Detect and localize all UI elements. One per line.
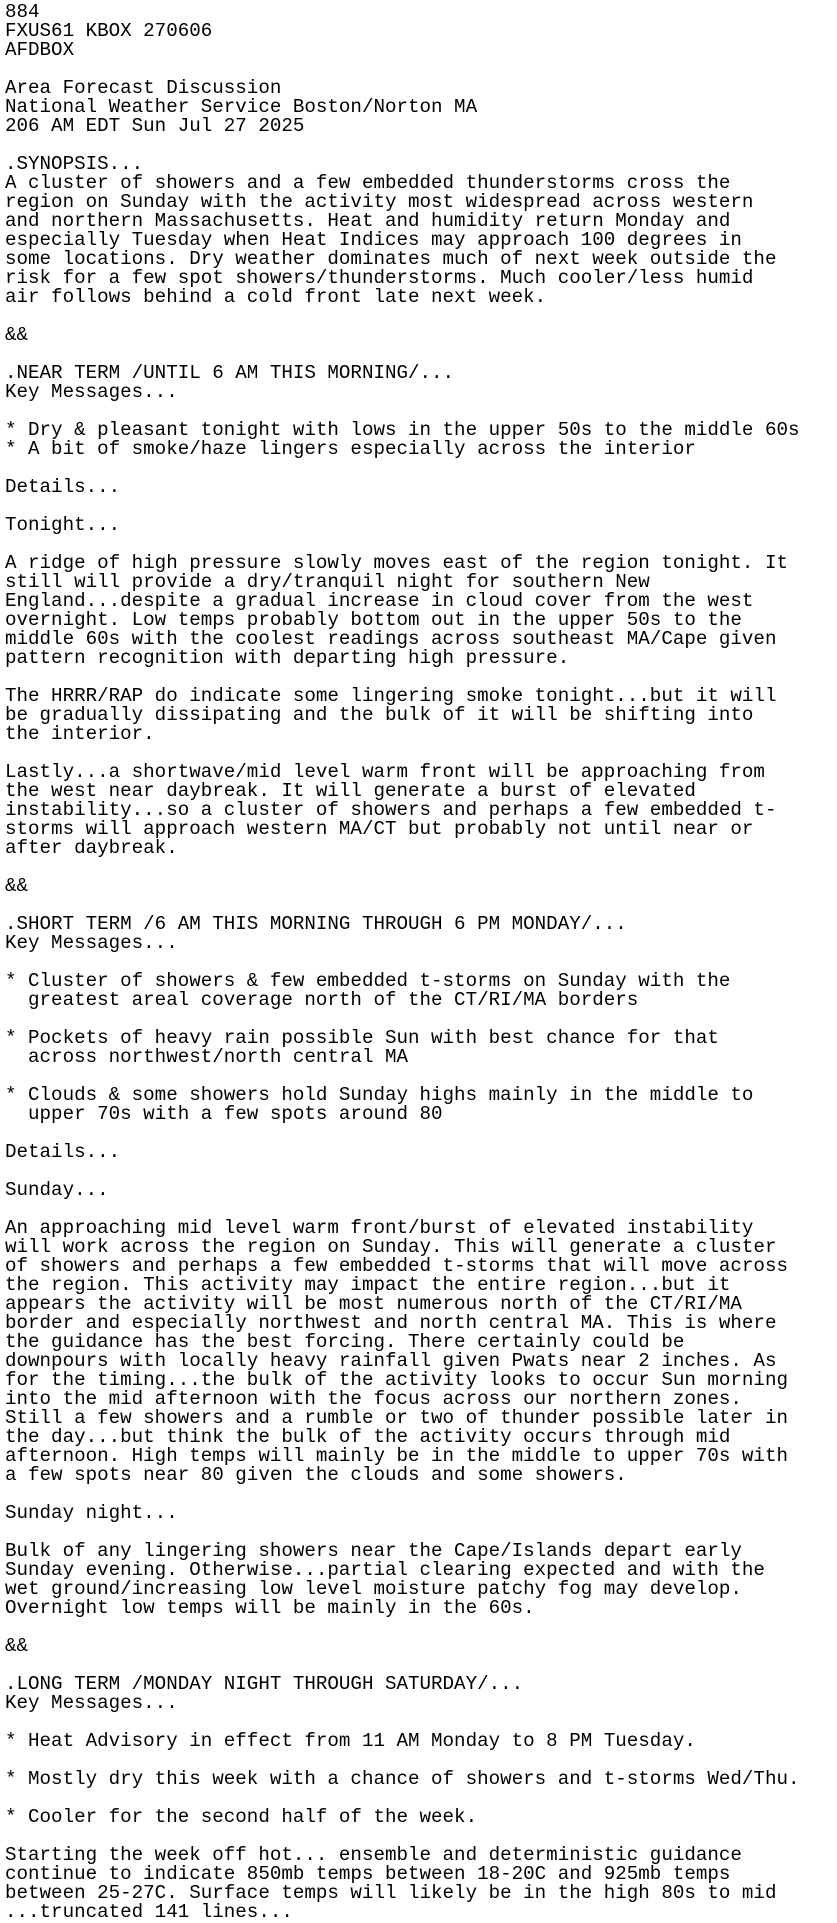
text-line: risk for a few spot showers/thunderstorms. Much cooler/less humid — [5, 267, 754, 289]
text-line: * Dry & pleasant tonight with lows in the upper 50s to the middle 60s — [5, 419, 800, 441]
text-line: A cluster of showers and a few embedded thunderstorms cross the — [5, 172, 731, 194]
text-line: Bulk of any lingering showers near the Cape/Islands depart early — [5, 1540, 742, 1562]
text-line — [5, 459, 837, 478]
text-line: a few spots near 80 given the clouds and some showers. — [5, 1464, 627, 1486]
text-line: between 25-27C. Surface temps will likely be in the high 80s to mid — [5, 1882, 777, 1904]
text-line: Key Messages... — [5, 1692, 178, 1714]
text-line: Starting the week off hot... ensemble and deterministic guidance — [5, 1844, 742, 1866]
text-line — [5, 858, 837, 877]
text-line: instability...so a cluster of showers and perhaps a few embedded t- — [5, 799, 777, 821]
text-line: The HRRR/RAP do indicate some lingering smoke tonight...but it will — [5, 685, 777, 707]
text-line — [5, 1618, 837, 1637]
text-line: && — [5, 875, 29, 897]
text-line: Sunday night... — [5, 1502, 178, 1524]
text-line: pattern recognition with departing high pressure. — [5, 647, 570, 669]
text-line: the region. This activity may impact the entire region...but it — [5, 1274, 731, 1296]
text-line: Key Messages... — [5, 932, 178, 954]
text-line: continue to indicate 850mb temps between 18-20C and 925mb temps — [5, 1863, 731, 1885]
text-line: appears the activity will be most numerous north of the CT/RI/MA — [5, 1293, 742, 1315]
text-line: downpours with locally heavy rainfall given Pwats near 2 inches. As — [5, 1350, 777, 1372]
text-line — [5, 497, 837, 516]
text-line: && — [5, 1635, 29, 1657]
text-line: Still a few showers and a rumble or two of thunder possible later in — [5, 1407, 788, 1429]
text-line: 206 AM EDT Sun Jul 27 2025 — [5, 115, 305, 137]
text-line: AFDBOX — [5, 39, 75, 61]
text-line — [5, 1162, 837, 1181]
text-line: * Cooler for the second half of the week. — [5, 1806, 478, 1828]
text-line: * Clouds & some showers hold Sunday highs mainly in the middle to — [5, 1084, 754, 1106]
text-line: especially Tuesday when Heat Indices may approach 100 degrees in — [5, 229, 742, 251]
text-line — [5, 307, 837, 326]
text-line: A ridge of high pressure slowly moves east of the region tonight. It — [5, 552, 788, 574]
text-line: * A bit of smoke/haze lingers especially across the interior — [5, 438, 696, 460]
text-line: overnight. Low temps probably bottom out in the upper 50s to the — [5, 609, 742, 631]
text-line: some locations. Dry weather dominates much of next week outside the — [5, 248, 777, 270]
text-line: after daybreak. — [5, 837, 178, 859]
text-line: FXUS61 KBOX 270606 — [5, 20, 213, 42]
text-line: for the timing...the bulk of the activity looks to occur Sun morning — [5, 1369, 788, 1391]
text-line: still will provide a dry/tranquil night for southern New — [5, 571, 650, 593]
text-line: the interior. — [5, 723, 155, 745]
text-line: middle 60s with the coolest readings across southeast MA/Cape given — [5, 628, 777, 650]
text-line: An approaching mid level warm front/burst of elevated instability — [5, 1217, 754, 1239]
text-line: Details... — [5, 476, 121, 498]
text-line: will work across the region on Sunday. This will generate a cluster — [5, 1236, 777, 1258]
text-line: of showers and perhaps a few embedded t-storms that will move across — [5, 1255, 788, 1277]
text-line: .SHORT TERM /6 AM THIS MORNING THROUGH 6 PM MONDAY/... — [5, 913, 627, 935]
text-line: into the mid afternoon with the focus across our northern zones. — [5, 1388, 742, 1410]
text-line: Key Messages... — [5, 381, 178, 403]
text-line: Details... — [5, 1141, 121, 1163]
text-line — [5, 1124, 837, 1143]
text-line: afternoon. High temps will mainly be in the middle to upper 70s with — [5, 1445, 788, 1467]
text-line: the day...but think the bulk of the activity occurs through mid — [5, 1426, 731, 1448]
text-line: .SYNOPSIS... — [5, 153, 144, 175]
text-line: storms will approach western MA/CT but probably not until near or — [5, 818, 754, 840]
text-line: wet ground/increasing low level moisture patchy fog may develop. — [5, 1578, 742, 1600]
text-line: the guidance has the best forcing. There certainly could be — [5, 1331, 685, 1353]
text-line: upper 70s with a few spots around 80 — [5, 1103, 443, 1125]
text-line: the west near daybreak. It will generate a burst of elevated — [5, 780, 696, 802]
text-line: Sunday... — [5, 1179, 109, 1201]
text-line: * Pockets of heavy rain possible Sun with best chance for that — [5, 1027, 719, 1049]
text-line: * Mostly dry this week with a chance of showers and t-storms Wed/Thu. — [5, 1768, 800, 1790]
text-line: * Heat Advisory in effect from 11 AM Monday to 8 PM Tuesday. — [5, 1730, 696, 1752]
text-line: Overnight low temps will be mainly in the 60s. — [5, 1597, 535, 1619]
text-line: across northwest/north central MA — [5, 1046, 409, 1068]
text-line: Lastly...a shortwave/mid level warm front will be approaching from — [5, 761, 765, 783]
text-line: England...despite a gradual increase in cloud cover from the west — [5, 590, 754, 612]
text-line: Sunday evening. Otherwise...partial clearing expected and with the — [5, 1559, 765, 1581]
text-line: * Cluster of showers & few embedded t-storms on Sunday with the — [5, 970, 731, 992]
text-line: Tonight... — [5, 514, 121, 536]
text-line: && — [5, 324, 29, 346]
text-line: air follows behind a cold front late next week. — [5, 286, 547, 308]
text-line: and northern Massachusetts. Heat and humidity return Monday and — [5, 210, 731, 232]
text-line: 884 — [5, 1, 40, 23]
text-line: Area Forecast Discussion — [5, 77, 282, 99]
text-line: region on Sunday with the activity most widespread across western — [5, 191, 754, 213]
text-line: .LONG TERM /MONDAY NIGHT THROUGH SATURDAY/... — [5, 1673, 524, 1695]
text-line: be gradually dissipating and the bulk of it will be shifting into — [5, 704, 754, 726]
text-line: ...truncated 141 lines... — [5, 1901, 293, 1923]
text-line: greatest areal coverage north of the CT/RI/MA borders — [5, 989, 639, 1011]
text-line: National Weather Service Boston/Norton MA — [5, 96, 478, 118]
text-line: .NEAR TERM /UNTIL 6 AM THIS MORNING/... — [5, 362, 455, 384]
text-line: border and especially northwest and north central MA. This is where — [5, 1312, 777, 1334]
